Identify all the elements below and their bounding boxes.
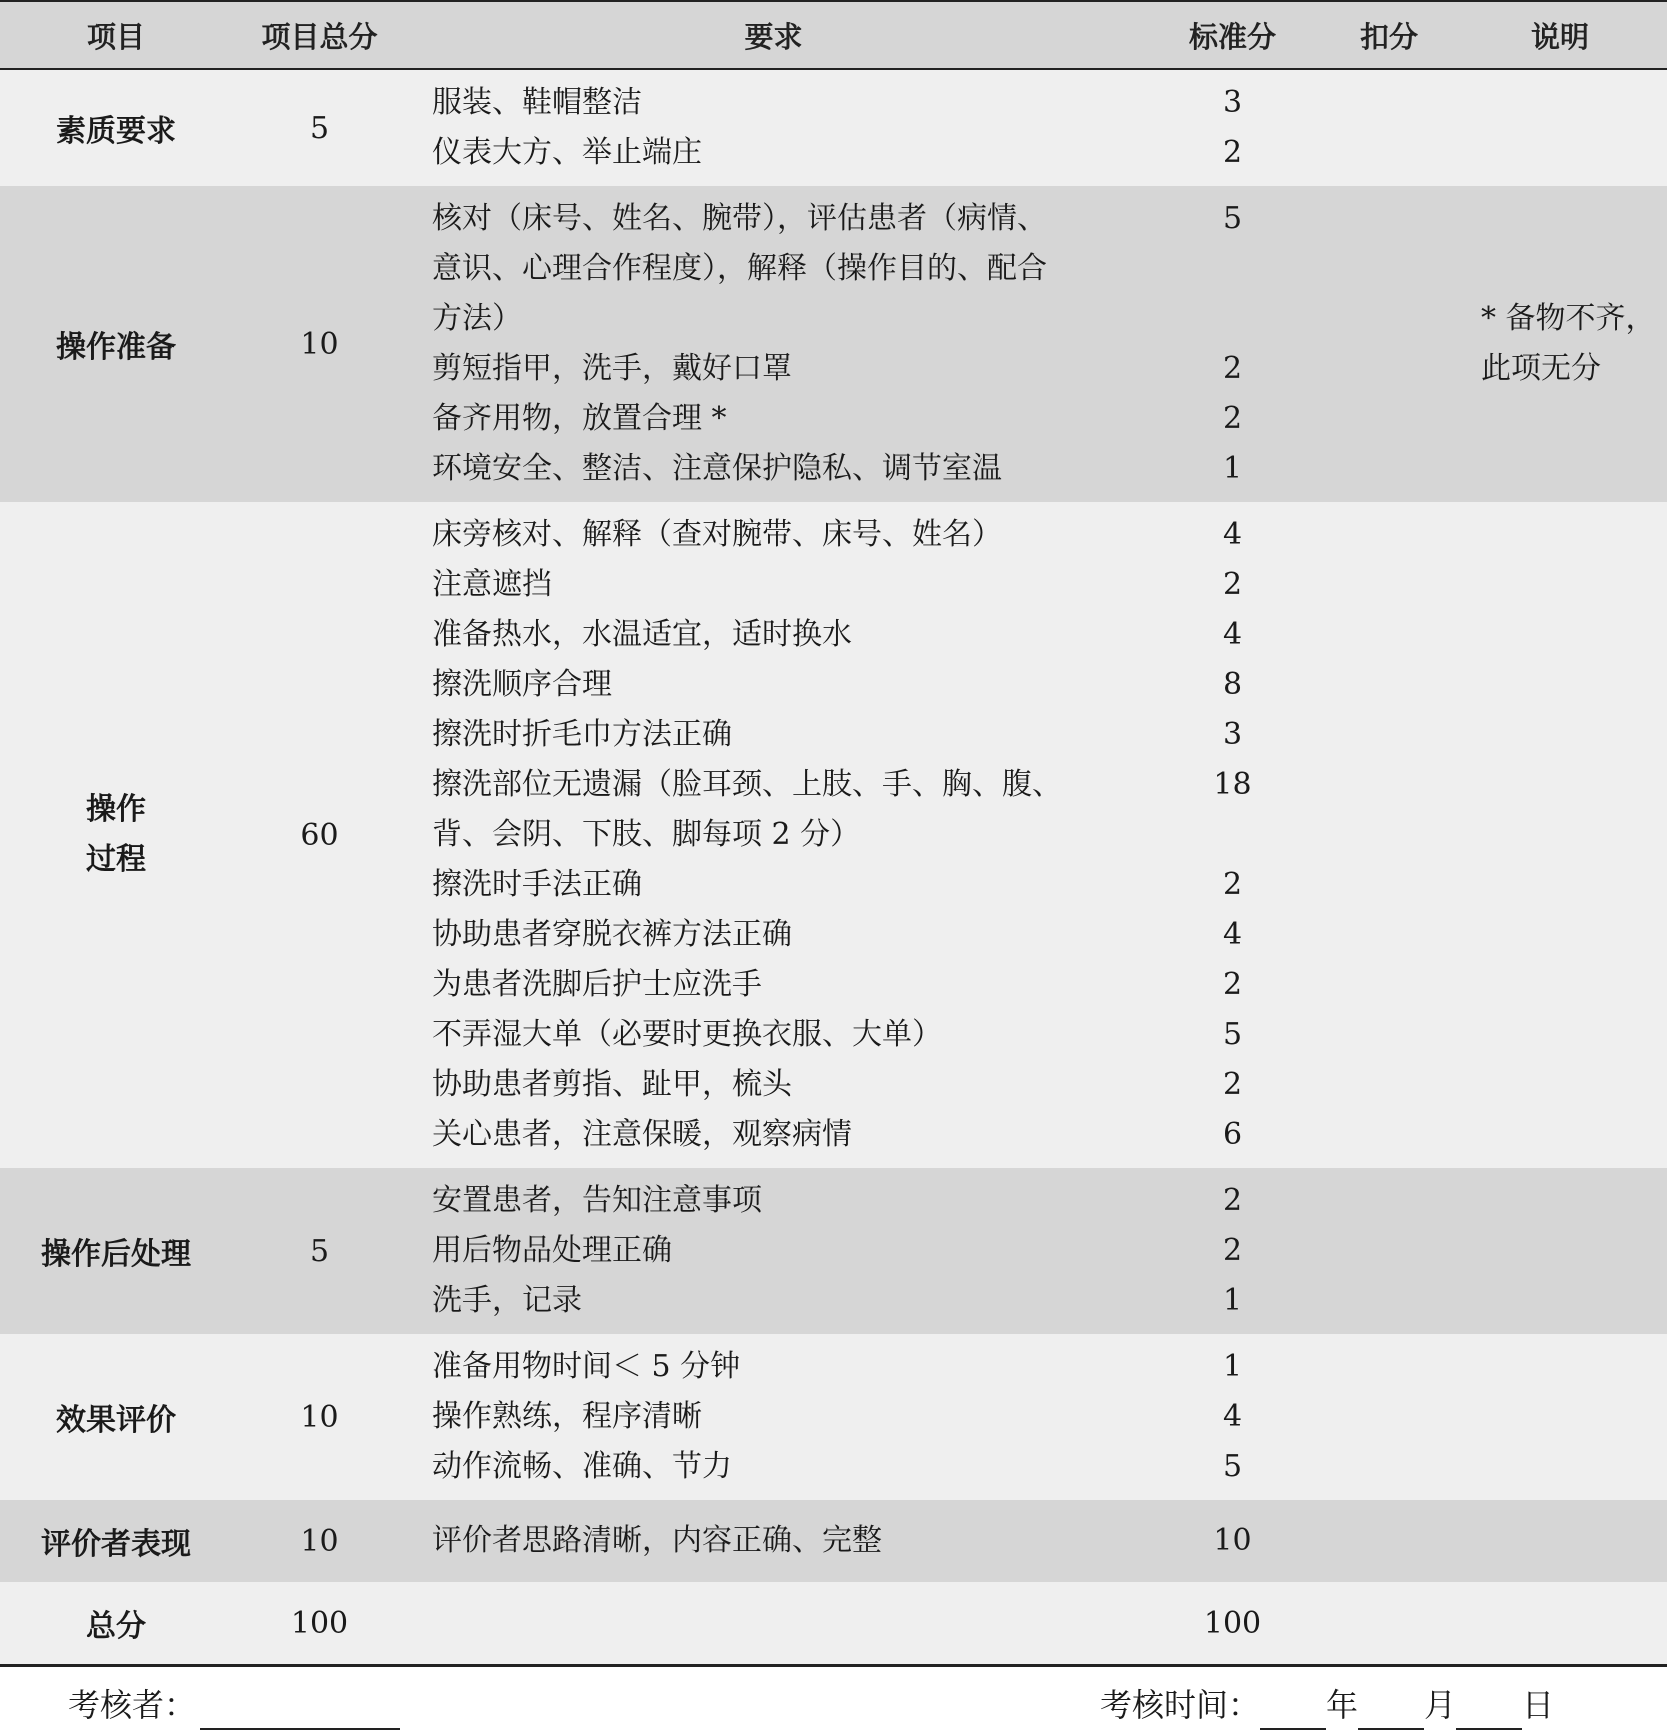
section-name: 素质要求	[0, 69, 232, 186]
standard-score: 8	[1222, 667, 1243, 702]
requirement-line: 准备用物时间＜ 5 分钟	[432, 1349, 741, 1384]
standard-score: 4	[1222, 517, 1243, 552]
section-quality	[0, 69, 1667, 186]
summary-deduction-cell[interactable]	[1325, 1582, 1453, 1666]
section-name-line: 过程	[86, 842, 146, 877]
standard-score: 3	[1222, 717, 1243, 752]
standard-score: 2	[1222, 135, 1243, 170]
requirement-line: 剪短指甲，洗手，戴好口罩	[432, 351, 792, 386]
requirement-line: 方法）	[432, 301, 522, 336]
standard-score: 4	[1222, 617, 1243, 652]
standard-cell	[1140, 186, 1325, 502]
section-post-procedure	[0, 1168, 1667, 1334]
standard-score: 2	[1222, 967, 1243, 1002]
note-line: * 备物不齐，	[1481, 301, 1656, 336]
header-note: 说明	[1453, 1, 1667, 69]
requirement-line: 洗手，记录	[432, 1283, 582, 1318]
summary-standard: 100	[1140, 1582, 1325, 1666]
note-cell	[1453, 186, 1667, 502]
section-evaluator-performance	[0, 1500, 1667, 1582]
header-requirement: 要求	[407, 1, 1140, 69]
note-cell	[1453, 502, 1667, 1168]
standard-score: 1	[1222, 1349, 1243, 1384]
section-evaluation	[0, 1334, 1667, 1500]
requirements-cell	[407, 1168, 1140, 1334]
section-total: 10	[232, 1500, 407, 1582]
section-name: 效果评价	[0, 1334, 232, 1500]
exam-time-label: 考核时间：	[1100, 1686, 1261, 1724]
standard-score: 2	[1222, 1067, 1243, 1102]
standard-cell	[1140, 502, 1325, 1168]
requirement-line: 动作流畅、准确、节力	[432, 1449, 732, 1484]
examiner-field	[68, 1680, 400, 1730]
requirement-line: 擦洗部位无遗漏（脸耳颈、上肢、手、胸、腹、	[432, 767, 1062, 802]
section-total: 10	[232, 1334, 407, 1500]
header-deduction: 扣分	[1325, 1, 1453, 69]
signature-footer	[0, 1680, 1667, 1730]
requirements-cell	[407, 502, 1140, 1168]
standard-score: 2	[1222, 867, 1243, 902]
deduction-cell[interactable]	[1325, 1334, 1453, 1500]
standard-cell	[1140, 69, 1325, 186]
requirement-line: 协助患者剪指、趾甲，梳头	[432, 1067, 792, 1102]
day-label: 日	[1522, 1686, 1555, 1724]
requirement-line: 关心患者，注意保暖，观察病情	[432, 1117, 852, 1152]
note-line: 此项无分	[1481, 351, 1601, 386]
standard-score: 4	[1222, 1399, 1243, 1434]
year-label: 年	[1326, 1686, 1359, 1724]
examiner-blank[interactable]	[200, 1692, 400, 1730]
year-blank[interactable]	[1260, 1692, 1326, 1730]
note-cell	[1453, 1334, 1667, 1500]
standard-score: 4	[1222, 917, 1243, 952]
summary-note-cell	[1453, 1582, 1667, 1666]
note-cell	[1453, 1168, 1667, 1334]
header-item-total: 项目总分	[232, 1, 407, 69]
requirements-cell	[407, 1334, 1140, 1500]
note-cell	[1453, 69, 1667, 186]
requirement-line: 环境安全、整洁、注意保护隐私、调节室温	[432, 451, 1002, 486]
standard-score: 5	[1222, 201, 1243, 236]
month-blank[interactable]	[1358, 1692, 1424, 1730]
section-total: 60	[232, 502, 407, 1168]
deduction-cell[interactable]	[1325, 502, 1453, 1168]
requirements-cell	[407, 69, 1140, 186]
day-blank[interactable]	[1456, 1692, 1522, 1730]
standard-score: 1	[1222, 1283, 1243, 1318]
requirement-line: 擦洗顺序合理	[432, 667, 612, 702]
standard-score: 2	[1222, 1233, 1243, 1268]
note-cell	[1453, 1500, 1667, 1582]
requirement-line: 准备热水，水温适宜，适时换水	[432, 617, 852, 652]
requirements-cell	[407, 186, 1140, 502]
requirement-line: 擦洗时折毛巾方法正确	[432, 717, 732, 752]
section-total: 5	[232, 69, 407, 186]
requirement-line: 备齐用物，放置合理 *	[432, 401, 727, 436]
standard-cell	[1140, 1168, 1325, 1334]
table-header-row	[0, 1, 1667, 69]
section-preparation	[0, 186, 1667, 502]
summary-label: 总分	[0, 1582, 232, 1666]
requirement-line: 评价者思路清晰，内容正确、完整	[432, 1523, 882, 1558]
section-name: 操作后处理	[0, 1168, 232, 1334]
standard-cell	[1140, 1500, 1325, 1582]
requirement-line: 安置患者，告知注意事项	[432, 1183, 762, 1218]
section-name-line: 操作	[86, 792, 146, 827]
standard-score: 3	[1222, 85, 1243, 120]
standard-score: 5	[1222, 1449, 1243, 1484]
header-standard: 标准分	[1140, 1, 1325, 69]
standard-score: 2	[1222, 401, 1243, 436]
summary-requirement-cell	[407, 1582, 1140, 1666]
requirement-line: 协助患者穿脱衣裤方法正确	[432, 917, 792, 952]
requirements-cell	[407, 1500, 1140, 1582]
section-name: 操作准备	[0, 186, 232, 502]
requirement-line: 服装、鞋帽整洁	[432, 85, 642, 120]
header-item: 项目	[0, 1, 232, 69]
requirement-line: 注意遮挡	[432, 567, 552, 602]
standard-score: 2	[1222, 1183, 1243, 1218]
standard-score: 1	[1222, 451, 1243, 486]
deduction-cell[interactable]	[1325, 69, 1453, 186]
standard-score: 2	[1222, 351, 1243, 386]
deduction-cell[interactable]	[1325, 1500, 1453, 1582]
requirement-line: 背、会阴、下肢、脚每项 2 分）	[432, 817, 861, 852]
deduction-cell[interactable]	[1325, 1168, 1453, 1334]
requirement-line: 核对（床号、姓名、腕带），评估患者（病情、	[432, 201, 1047, 236]
section-total: 10	[232, 186, 407, 502]
deduction-cell[interactable]	[1325, 186, 1453, 502]
examiner-label: 考核者：	[68, 1686, 197, 1724]
requirement-line: 用后物品处理正确	[432, 1233, 672, 1268]
requirement-line: 不弄湿大单（必要时更换衣服、大单）	[432, 1017, 942, 1052]
requirement-line: 床旁核对、解释（查对腕带、床号、姓名）	[432, 517, 1002, 552]
summary-row	[0, 1582, 1667, 1666]
requirement-line: 擦洗时手法正确	[432, 867, 642, 902]
month-label: 月	[1424, 1686, 1457, 1724]
standard-score: 5	[1222, 1017, 1243, 1052]
standard-score: 2	[1222, 567, 1243, 602]
requirement-line: 操作熟练，程序清晰	[432, 1399, 702, 1434]
requirement-line: 为患者洗脚后护士应洗手	[432, 967, 762, 1002]
standard-cell	[1140, 1334, 1325, 1500]
requirement-line: 仪表大方、举止端庄	[432, 135, 702, 170]
standard-score: 10	[1213, 1523, 1252, 1558]
section-total: 5	[232, 1168, 407, 1334]
summary-total: 100	[232, 1582, 407, 1666]
section-name: 评价者表现	[0, 1500, 232, 1582]
requirement-line: 意识、心理合作程度），解释（操作目的、配合	[432, 251, 1047, 286]
section-procedure	[0, 502, 1667, 1168]
standard-score: 18	[1213, 767, 1252, 802]
section-name	[0, 502, 232, 1168]
standard-score: 6	[1222, 1117, 1243, 1152]
exam-time-field	[1100, 1680, 1554, 1730]
